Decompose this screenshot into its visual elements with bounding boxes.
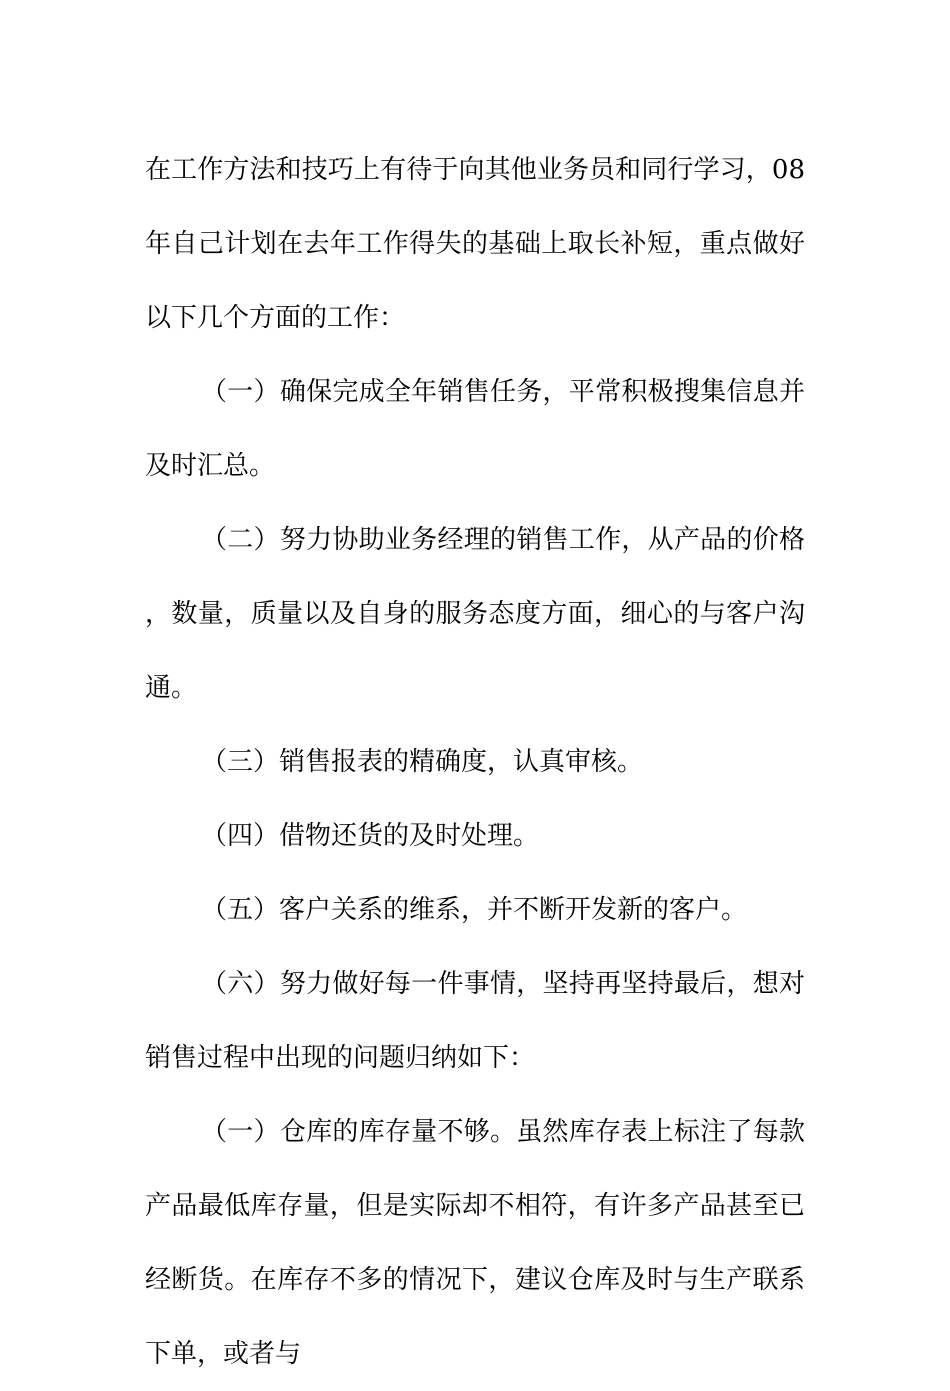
paragraph-item-5: （五）客户关系的维系，并不断开发新的客户。 [201,895,748,925]
paragraph-item-1: （一）确保完成全年销售任务，平常积极搜集信息并及时汇总。 [145,377,805,481]
paragraph-item-2: （二）努力协助业务经理的销售工作，从产品的价格，数量，质量以及自身的服务态度方面，细心的与客户沟通。 [145,525,805,703]
paragraph-problem-1: （一）仓库的库存量不够。虽然库存表上标注了每款产品最低库存量，但是实际却不相符，有许多产品甚至已经断货。在库存不多的情况下，建议仓库及时与生产联系下单，或者与 [145,1117,805,1369]
paragraph-intro: 在工作方法和技巧上有待于向其他业务员和同行学习，08年自己计划在去年工作得失的基础上取长补短，重点做好以下几个方面的工作： [145,155,805,333]
paragraph-item-4: （四）借物还货的及时处理。 [201,821,540,851]
paragraph-item-6: （六）努力做好每一件事情，坚持再坚持最后，想对销售过程中出现的问题归纳如下： [145,969,805,1073]
document-body [145,133,805,1391]
paragraph-item-3: （三）销售报表的精确度，认真审核。 [201,747,644,777]
